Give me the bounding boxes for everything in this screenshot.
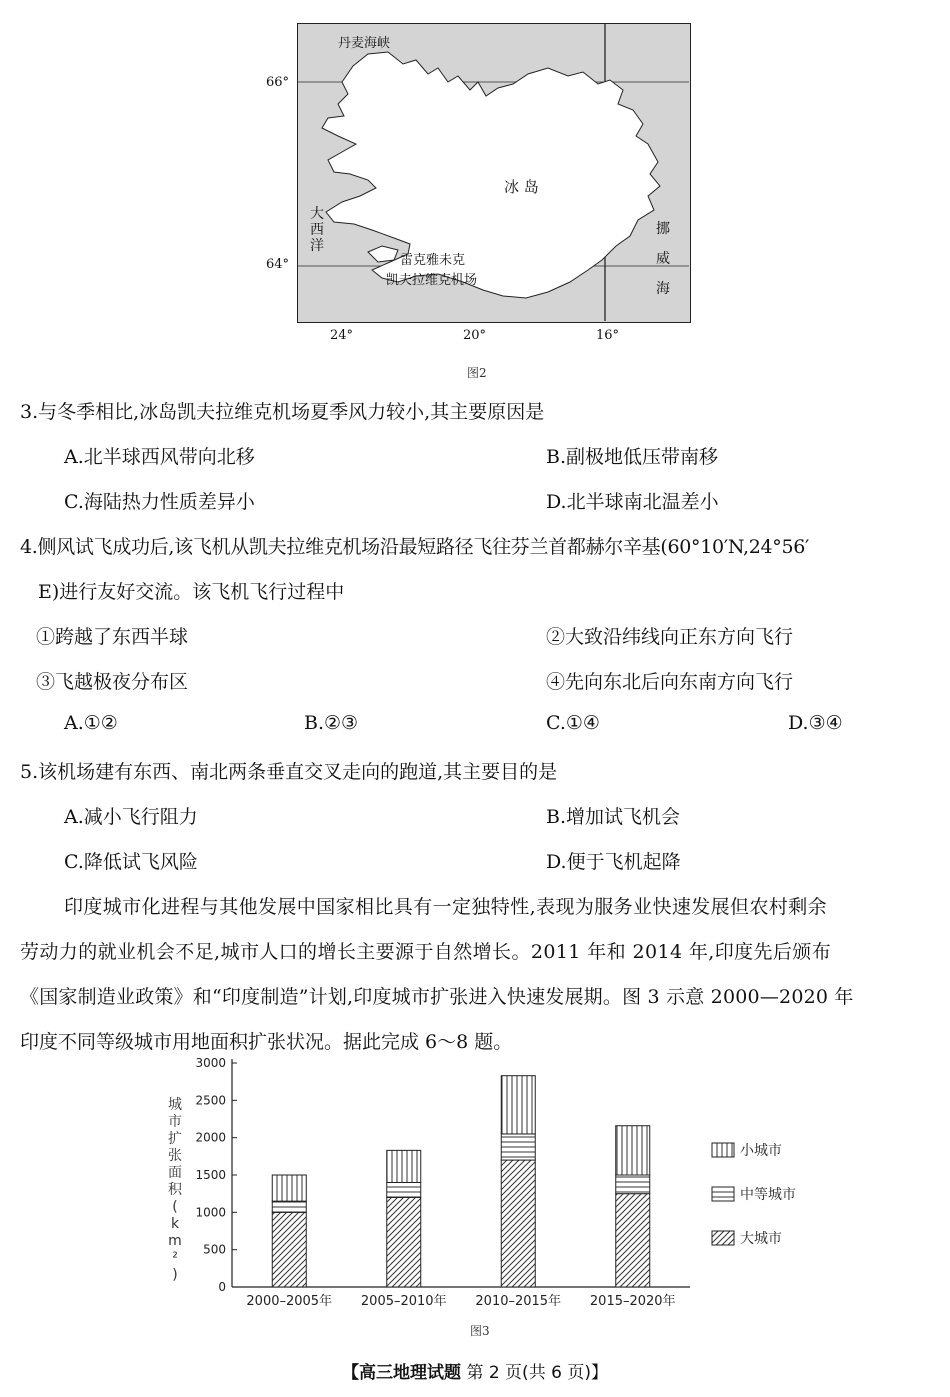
question-4-stem-line2: E)进行友好交流。该飞机飞行过程中 (38, 581, 345, 603)
iceland-landmass (322, 52, 660, 298)
footer-page: 第 2 页(共 6 页)】 (466, 1363, 608, 1383)
bar-segment (616, 1194, 650, 1287)
ocean-label: 大西洋 (310, 206, 324, 254)
y-tick-label: 1500 (195, 1168, 226, 1182)
bar-segment (272, 1201, 306, 1212)
y-tick-label: 0 (218, 1280, 226, 1294)
y-axis-label-char: 张 (168, 1148, 182, 1164)
page-footer (0, 1358, 950, 1383)
footer-title: 【高三地理试题 (342, 1363, 462, 1383)
figure-3-stacked-bar-chart (0, 1055, 950, 1355)
passage-line-1: 印度城市化进程与其他发展中国家相比具有一定独特性,表现为服务业快速发展但农村剩余 (64, 896, 828, 918)
y-axis-label-char: 积 (168, 1182, 182, 1198)
q3-option-b: B.副极地低压带南移 (546, 446, 719, 468)
q3-option-d: D.北半球南北温差小 (546, 491, 719, 513)
city-label: 雷克雅未克 (400, 253, 466, 268)
q4-statement-4: ④先向东北后向东南方向飞行 (546, 671, 794, 693)
lon-tick-16: 16° (596, 328, 620, 343)
bar-segment (272, 1212, 306, 1287)
bar-segment (272, 1175, 306, 1201)
q4-option-a: A.①② (64, 712, 118, 734)
lat-tick-64: 64° (266, 257, 290, 272)
bar-segment (501, 1134, 535, 1160)
legend-swatch (712, 1187, 734, 1201)
q4-option-d: D.③④ (788, 712, 843, 734)
question-5-stem: 5.该机场建有东西、南北两条垂直交叉走向的跑道,其主要目的是 (20, 761, 558, 783)
y-axis-label-char: 面 (168, 1165, 182, 1181)
bar-segment (616, 1126, 650, 1175)
y-axis-label-char: 市 (168, 1114, 182, 1130)
legend-label: 中等城市 (740, 1187, 796, 1203)
passage-line-3: 《国家制造业政策》和“印度制造”计划,印度城市扩张进入快速发展期。图 3 示意 2000—2020 年 (20, 986, 854, 1008)
legend-label: 大城市 (740, 1231, 782, 1247)
bar-segment (387, 1150, 421, 1182)
sea-label: 挪 威 海 (656, 221, 670, 297)
passage-line-2: 劳动力的就业机会不足,城市人口的增长主要源于自然增长。2011 年和 2014 年,印度先后颁布 (20, 941, 832, 963)
bar-segment (387, 1197, 421, 1287)
q4-statement-2: ②大致沿纬线向正东方向飞行 (546, 626, 794, 648)
q4-option-b: B.②③ (304, 712, 359, 734)
x-tick-label: 2010–2015年 (475, 1294, 562, 1309)
legend-swatch (712, 1143, 734, 1157)
lat-tick-66: 66° (266, 75, 290, 90)
question-3-stem: 3.与冬季相比,冰岛凯夫拉维克机场夏季风力较小,其主要原因是 (20, 401, 545, 423)
y-tick-label: 2000 (195, 1130, 226, 1145)
figure-3-caption: 图3 (470, 1324, 490, 1338)
y-axis-label-char: ) (172, 1267, 178, 1283)
y-axis-label-char: 城 (168, 1097, 182, 1113)
airport-label: 凯夫拉维克机场 (386, 273, 478, 288)
iceland-map (297, 23, 691, 323)
y-axis-label-char: k (170, 1216, 180, 1232)
figure-2-caption: 图2 (467, 366, 487, 380)
q4-option-c: C.①④ (546, 712, 600, 734)
question-4-stem-line1: 4.侧风试飞成功后,该飞机从凯夫拉维克机场沿最短路径飞往芬兰首都赫尔辛基(60°10′N,24°56′ (20, 536, 810, 558)
legend-label: 小城市 (740, 1143, 782, 1159)
x-tick-label: 2005–2010年 (360, 1294, 447, 1309)
lon-tick-20: 20° (463, 328, 487, 343)
y-axis-label-char: 扩 (168, 1131, 182, 1147)
island-label: 冰 岛 (504, 178, 539, 196)
passage-line-4: 印度不同等级城市用地面积扩张状况。据此完成 6～8 题。 (20, 1031, 513, 1053)
legend-swatch (712, 1231, 734, 1245)
q5-option-a: A.减小飞行阻力 (64, 806, 198, 828)
q5-option-d: D.便于飞机起降 (546, 851, 681, 873)
y-axis-label-char: ( (172, 1199, 178, 1215)
q4-statement-3: ③飞越极夜分布区 (36, 671, 189, 693)
strait-label: 丹麦海峡 (338, 36, 391, 51)
q3-option-c: C.海陆热力性质差异小 (64, 491, 255, 513)
q5-option-b: B.增加试飞机会 (546, 806, 681, 828)
y-tick-label: 1000 (195, 1205, 226, 1220)
y-axis-label-char: ² (172, 1250, 178, 1266)
bar-segment (616, 1175, 650, 1194)
x-tick-label: 2015–2020年 (589, 1294, 676, 1309)
q5-option-c: C.降低试飞风险 (64, 851, 198, 873)
lon-tick-24: 24° (330, 328, 354, 343)
y-tick-label: 3000 (195, 1056, 226, 1070)
bar-segment (501, 1160, 535, 1287)
bar-segment (501, 1076, 535, 1134)
y-tick-label: 500 (203, 1242, 226, 1257)
bar-segment (387, 1182, 421, 1197)
iceland-map-svg (298, 24, 689, 321)
y-tick-label: 2500 (195, 1093, 226, 1108)
q4-statement-1: ①跨越了东西半球 (36, 626, 189, 648)
y-axis-label-char: m (168, 1233, 182, 1249)
x-tick-label: 2000–2005年 (246, 1294, 333, 1309)
q3-option-a: A.北半球西风带向北移 (64, 446, 255, 468)
